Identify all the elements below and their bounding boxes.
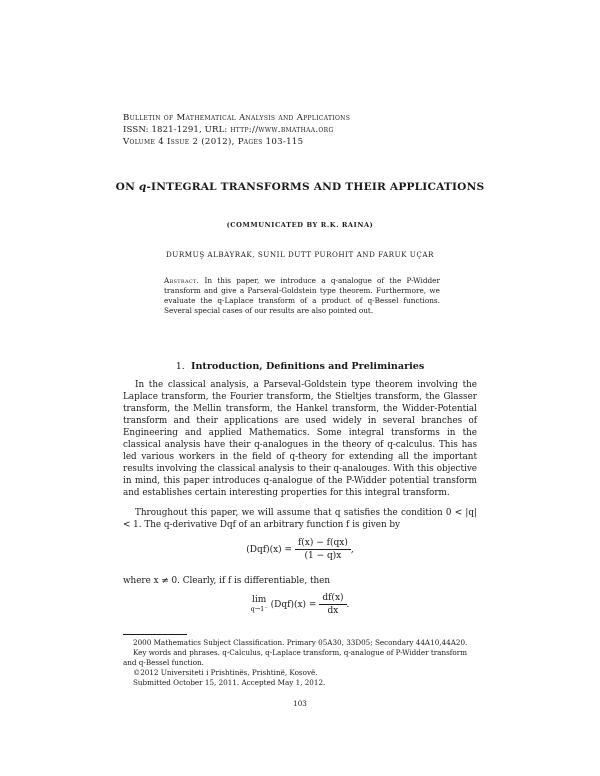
title-q: q bbox=[138, 181, 147, 193]
intro-paragraph: In the classical analysis, a Parseval-Goldstein type theorem involving the Laplace transform, the Fourier transform, the Stieltjes transform, the Glasser transform, the Mellin transform, the Hankel transform, the Widder-Potential transform and their applications are used widely in several branches of Engineering and applied Mathematics. Some integral transforms in the classical analysis have their q-analogues in the theory of q-calculus. This has led various workers in the field of q-theory for extending all the important results involving the classical analysis to their q-analouges. With this objective in mind, this paper introduces q-analogue of the P-Widder potential transform and establishes certain interesting properties for this integral transform. bbox=[123, 380, 477, 498]
eq1-numerator: f(x) − f(qx) bbox=[295, 538, 351, 550]
eq2-limit bbox=[251, 596, 268, 614]
communicated-by: (COMMUNICATED BY R.K. RAINA) bbox=[226, 221, 374, 229]
journal-issn bbox=[123, 124, 350, 136]
paper-title bbox=[0, 181, 600, 193]
footnote-rule bbox=[123, 634, 187, 635]
eq2-lhs: (Dqf)(x) = bbox=[270, 600, 317, 610]
footnote-submitted: Submitted October 15, 2011. Accepted May 1, 2012. bbox=[133, 678, 326, 687]
journal-name: Bulletin of Mathematical Analysis and Applications bbox=[123, 113, 351, 123]
eq1-lhs: (Dqf)(x) = bbox=[246, 545, 293, 555]
eq1-fraction bbox=[295, 538, 351, 561]
eq2-numerator: df(x) bbox=[319, 593, 346, 605]
eq2-denominator: dx bbox=[327, 606, 339, 616]
section-heading bbox=[0, 361, 600, 372]
eq2-lim-sub: q→1⁻ bbox=[250, 604, 268, 613]
title-rest: -INTEGRAL TRANSFORMS AND THEIR APPLICATIONS bbox=[146, 181, 485, 193]
journal-header bbox=[123, 112, 350, 148]
journal-volume: Volume 4 Issue 2 (2012), Pages 103-115 bbox=[123, 137, 304, 147]
q-derivative-equation bbox=[0, 538, 600, 561]
footnote-keywords: Key words and phrases. q-Calculus, q-Laplace transform, q-analogue of P-Widder transform and q-Bessel function. bbox=[123, 648, 468, 667]
assumption-paragraph: Throughout this paper, we will assume that q satisfies the condition 0 < |q| < 1. The q-derivative Dqf of an arbitrary function f is given by bbox=[123, 508, 477, 530]
eq2-fraction bbox=[319, 593, 346, 616]
abstract bbox=[164, 276, 440, 316]
eq2-tail: . bbox=[346, 600, 350, 610]
limit-equation bbox=[0, 593, 600, 616]
differentiable-paragraph: where x ≠ 0. Clearly, if f is differentiable, then bbox=[123, 576, 331, 586]
title-prefix: ON bbox=[115, 181, 139, 193]
section-number: 1. bbox=[175, 361, 185, 372]
page-number: 103 bbox=[293, 699, 307, 708]
footnote-msc: 2000 Mathematics Subject Classification. Primary 05A30, 33D05; Secondary 44A10,44A20. bbox=[133, 638, 468, 647]
journal-issn-text: ISSN: 1821-1291, URL: bbox=[123, 125, 231, 135]
footnote-copyright: ©2012 Universiteti i Prishtinës, Prishtinë, Kosovë. bbox=[133, 668, 318, 677]
journal-url[interactable]: http://www.bmathaa.org bbox=[230, 125, 334, 135]
authors: DURMUŞ ALBAYRAK, SUNIL DUTT PUROHIT AND FARUK UÇAR bbox=[166, 250, 434, 259]
abstract-label: Abstract. bbox=[164, 276, 200, 285]
eq1-tail: , bbox=[350, 545, 354, 555]
eq2-lim-word: lim bbox=[252, 594, 267, 605]
eq1-denominator: (1 − q)x bbox=[304, 551, 342, 561]
section-title: Introduction, Definitions and Preliminaries bbox=[190, 361, 425, 372]
abstract-text: In this paper, we introduce a q-analogue of the P-Widder transform and give a Parseval-Goldstein type theorem. Furthermore, we evaluate the q-Laplace transform of a product of q-Bessel functions. Several special cases of our results are also pointed out. bbox=[164, 276, 440, 315]
